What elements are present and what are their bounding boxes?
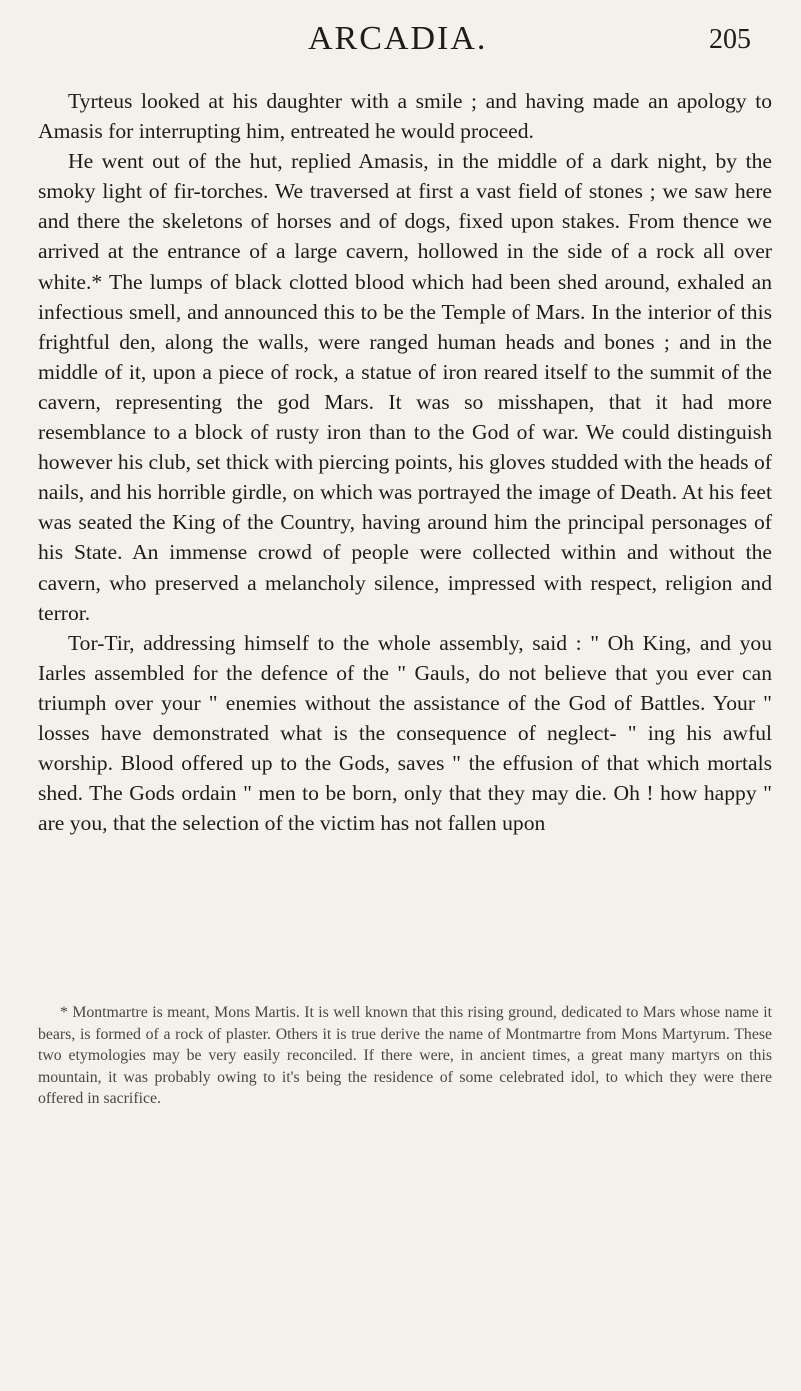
footnote-text: * Montmartre is meant, Mons Martis. It is well known that this rising ground, dedicated to Mars whose name it bears, is formed of a rock of plaster. Others it is true derive the name of Montmartre from Mons Martyrum. These two etymologies may be very easily reconciled. If there were, in ancient times, a great many martyrs on this mountain, it was probably owing to it's being the residence of some celebrated idol, to which they were there offered in sacrifice. — [38, 1004, 772, 1107]
paragraph-tor-tir-speech: Tor-Tir, addressing himself to the whole assembly, said : " Oh King, and you Iarles assembled for the defence of the " Gauls, do not believe that you ever can triumph over your " enemies without the assistance of the God of Battles. Your " losses have demonstrated what is the consequence of neglect- " ing his awful worship. Blood offered up to the Gods, saves " the effusion of that which mortals shed. The Gods ordain " men to be born, only that they may die. Oh ! how happy " are you, that the selection of the victim has not fallen upon — [38, 630, 772, 836]
body-text — [38, 86, 772, 838]
paragraph-tyrteus: Tyrteus looked at his daughter with a smile ; and having made an apology to Amasis for interrupting him, entreated he would proceed. — [38, 89, 772, 144]
footnote — [38, 1002, 772, 1110]
paragraph-amasis-narration: He went out of the hut, replied Amasis, in the middle of a dark night, by the smoky light of fir-torches. We traversed at first a vast field of stones ; we saw here and there the skeletons of horses and of dogs, fixed upon stakes. From thence we arrived at the entrance of a large cavern, hollowed in the side of a rock all over white.* The lumps of black clotted blood which had been shed around, exhaled an infectious smell, and announced this to be the Temple of Mars. In the interior of this frightful den, along the walls, were ranged human heads and bones ; and in the middle of it, upon a piece of rock, a statue of iron reared itself to the summit of the cavern, representing the god Mars. It was so misshapen, that it had more resemblance to a block of rusty iron than to the God of war. We could distinguish however his club, set thick with piercing points, his gloves studded with the heads of nails, and his horrible girdle, on which was portrayed the image of Death. At his feet was seated the King of the Country, having around him the principal personages of his State. An immense crowd of people were collected within and without the cavern, who preserved a melancholy silence, impressed with respect, religion and terror. — [38, 149, 772, 625]
running-title: ARCADIA. — [308, 20, 488, 57]
running-head — [250, 20, 761, 70]
page-number: 205 — [709, 24, 751, 55]
